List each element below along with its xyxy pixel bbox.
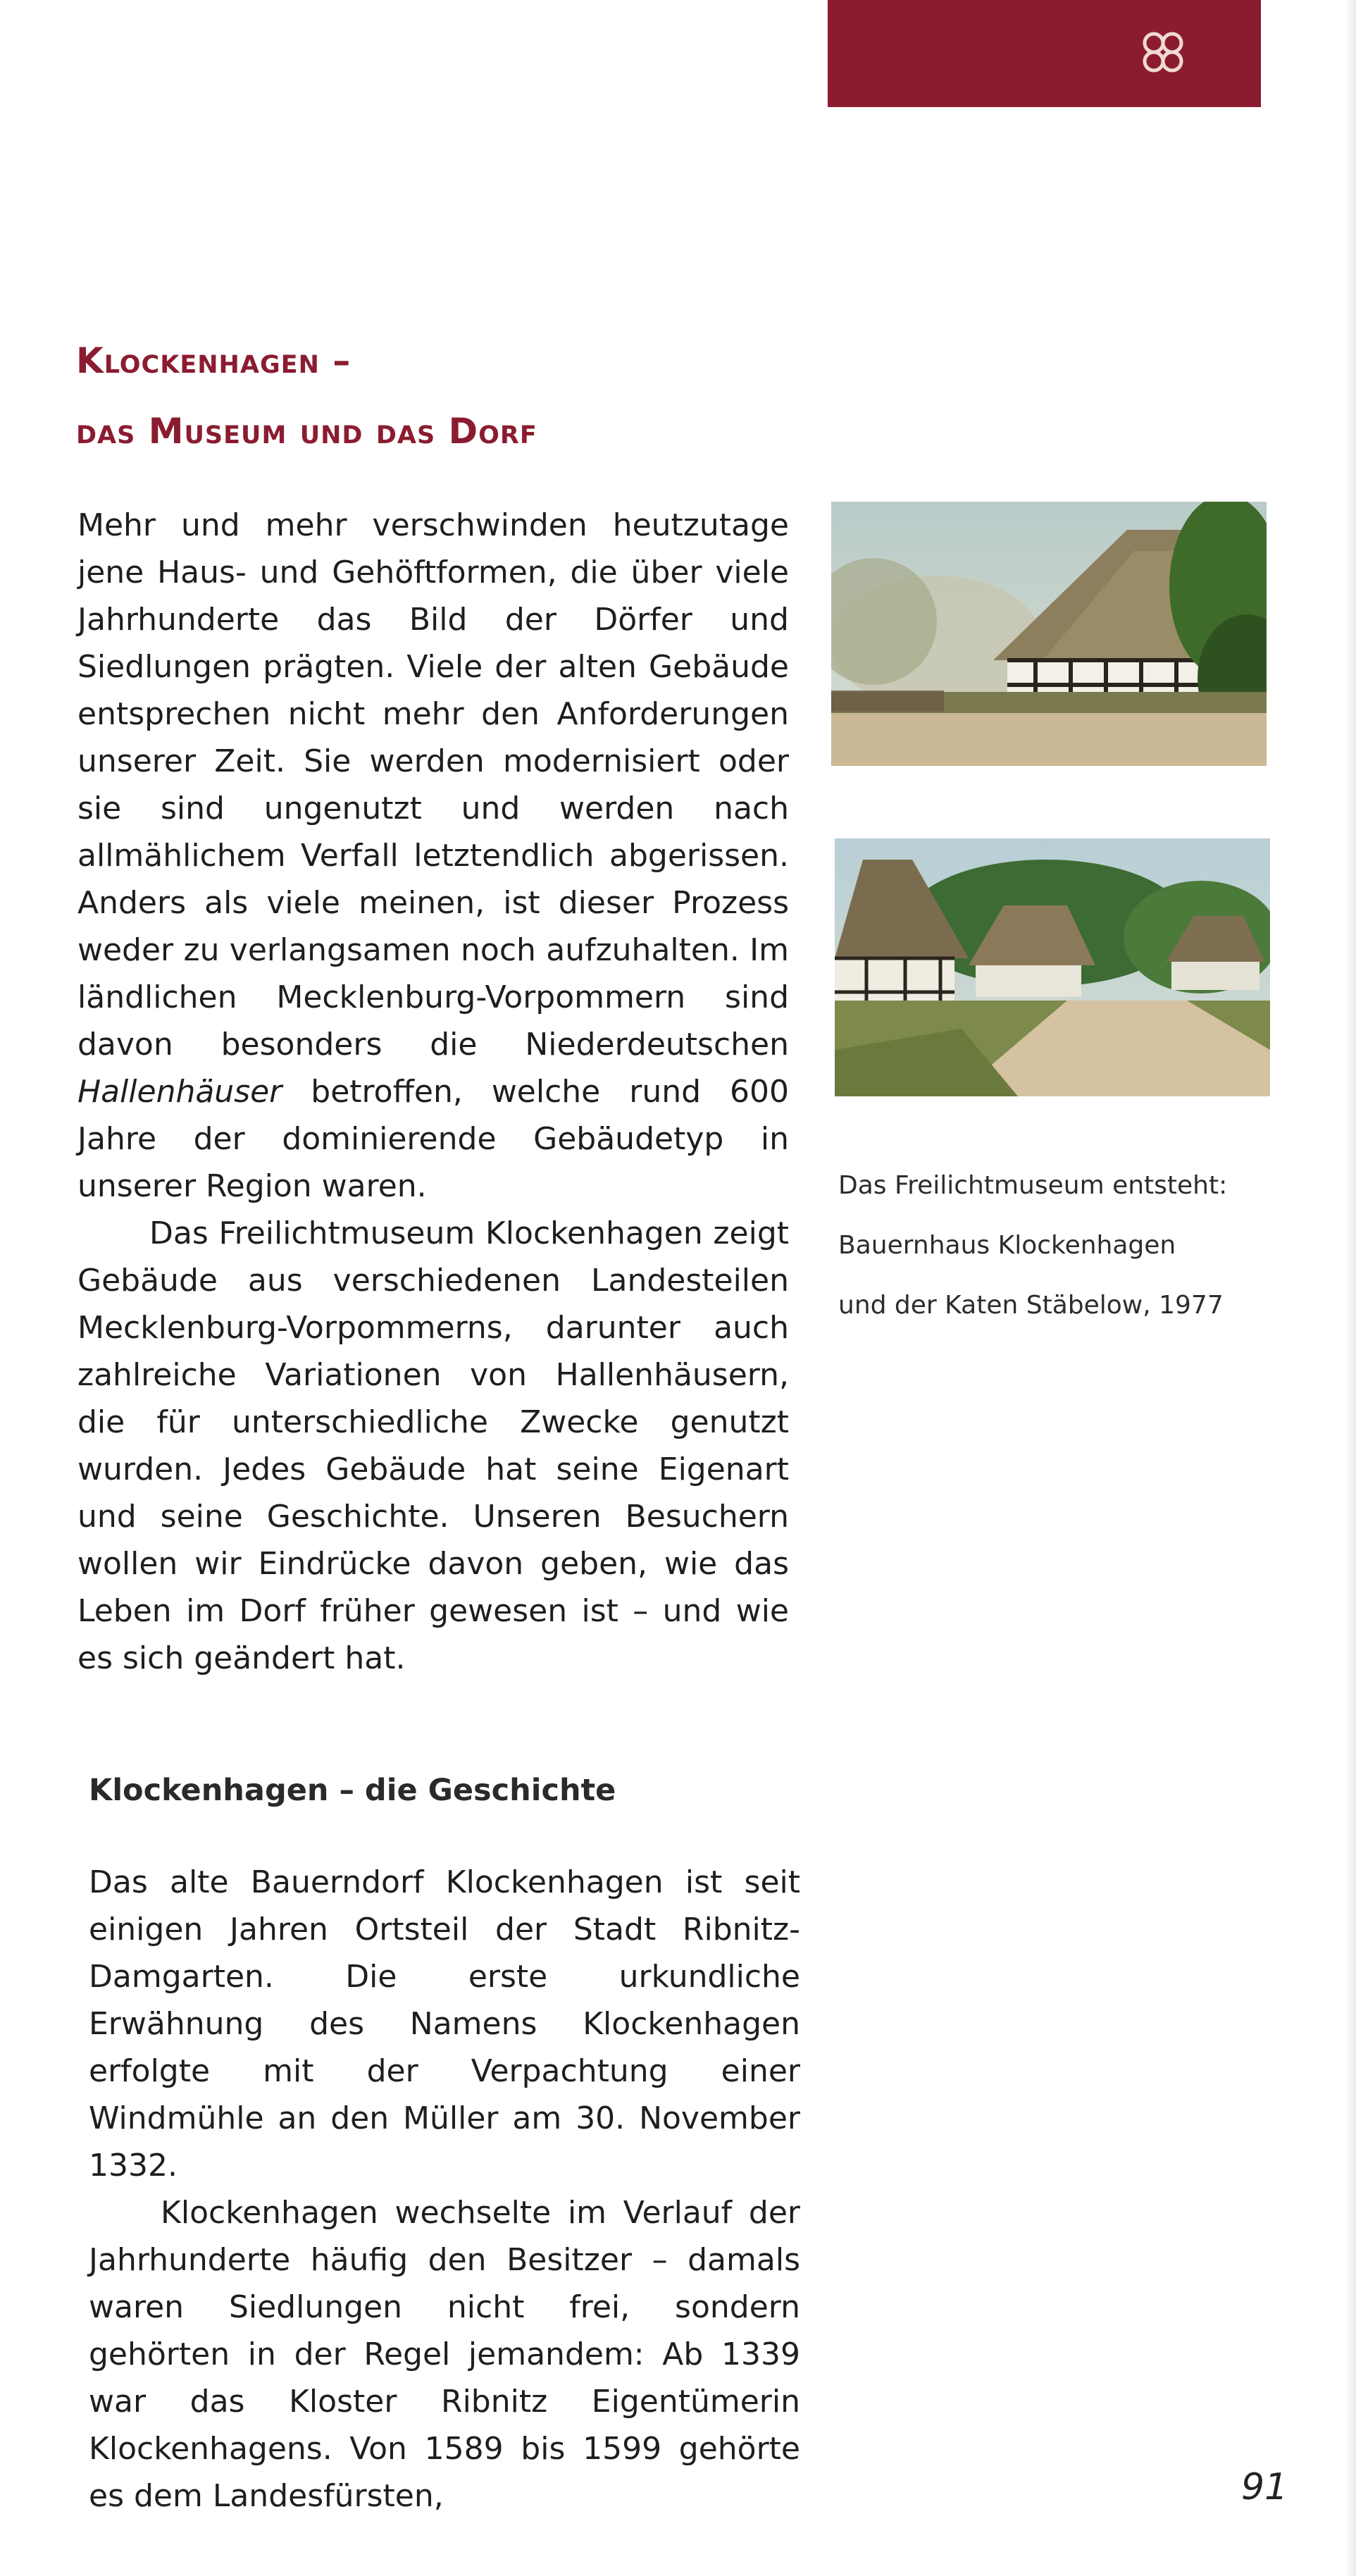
photo-katen-staebelow <box>835 838 1270 1096</box>
caption-line-1: Das Freilichtmuseum entsteht: <box>838 1171 1228 1200</box>
history-text <box>89 1859 800 2520</box>
intro-text <box>77 502 789 1682</box>
photo-caption <box>838 1156 1233 1335</box>
intro-paragraph-1 <box>77 502 789 1210</box>
photo-farmhouse-klockenhagen <box>831 502 1267 766</box>
page-edge-shadow <box>1346 0 1356 2576</box>
title-line-1: Klockenhagen – <box>76 340 352 381</box>
history-paragraph-1: Das alte Bauerndorf Klockenhagen ist seit einigen Jahren Ortsteil der Stadt Ribnitz-Damgarten. Die erste urkundliche Erwähnung des Namens Klockenhagen erfolgte mit der Verpachtung einer Windmühle an den Müller am 30. November 1332. <box>89 1864 800 2184</box>
title-line-2: das Museum und das Dorf <box>76 411 537 452</box>
intro-paragraph-2: Das Freilichtmuseum Klockenhagen zeigt Gebäude aus verschiedenen Landesteilen Mecklenburg-Vorpommerns, darunter auch zahlreiche Variationen von Hallenhäusern, die für unterschiedliche Zwecke genutzt wurden. Jedes Gebäude hat seine Eigenart und seine Geschichte. Unseren Besuchern wollen wir Eindrücke davon geben, wie das Leben im Dorf früher gewesen ist – und wie es sich geändert hat. <box>77 1215 789 1676</box>
caption-line-2: Bauernhaus Klockenhagen <box>838 1231 1176 1260</box>
caption-line-3: und der Katen Stäbelow, 1977 <box>838 1291 1224 1320</box>
page-number: 91 <box>1241 2466 1288 2508</box>
intro-p1-text-end: betroffen, welche rund 600 Jahre der dominierende Gebäudetyp in unserer Region waren. <box>77 1074 789 1204</box>
intro-p1-text: Mehr und mehr verschwinden heutzutage jene Haus- und Gehöftformen, die über viele Jahrhunderte das Bild der Dörfer und Siedlungen prägten. Viele der alten Gebäude entsprechen nicht mehr den Anforderungen unserer Zeit. Sie werden modernisiert oder sie sind ungenutzt und werden nach allmählichem Verfall letztendlich abgerissen. Anders als viele meinen, ist dieser Prozess weder zu verlangsamen noch aufzuhalten. Im ländlichen Mecklenburg-Vorpommern sind davon besonders die Niederdeutschen <box>77 507 789 1063</box>
intro-p1-italic: Hallenhäuser <box>77 1074 282 1110</box>
section-heading-history: Klockenhagen – die Geschichte <box>89 1773 616 1808</box>
history-paragraph-2: Klockenhagen wechselte im Verlauf der Jahrhunderte häufig den Besitzer – damals waren Siedlungen nicht frei, sondern gehörten in der Regel jemandem: Ab 1339 war das Kloster Ribnitz Eigentümerin Klockenhagens. Von 1589 bis 1599 gehörte es dem Landesfürsten, <box>89 2195 800 2514</box>
four-petal-flower-icon <box>1135 24 1191 80</box>
header-band <box>828 0 1261 107</box>
page-title <box>76 326 780 466</box>
